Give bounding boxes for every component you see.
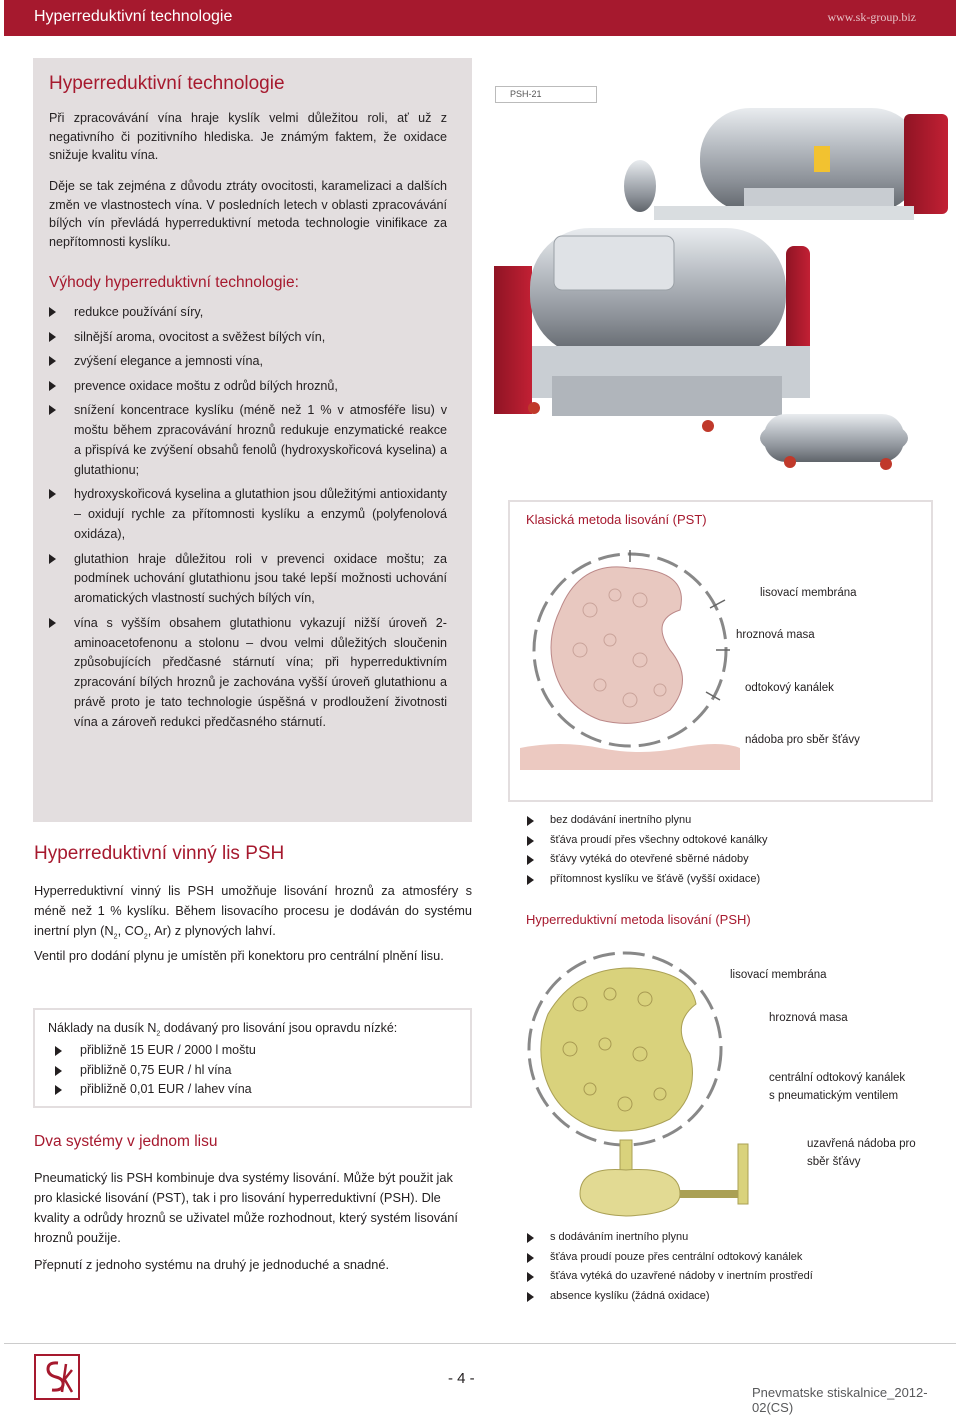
list-item: šťáva vytéká do uzavřené nádoby v inertním prostředí [527,1267,813,1287]
psh-features-list [527,1228,813,1307]
press-paragraph-2: Ventil pro dodání plynu je umístěn při konektoru pro centrální plnění lisu. [34,948,444,963]
bullet-arrow-icon [49,554,56,564]
bullet-arrow-icon [55,1046,62,1056]
pst-title: Klasická metoda lisování (PST) [526,512,707,527]
press-product-image [494,76,954,476]
costs-list [55,1041,256,1100]
list-item: redukce používání síry, [49,303,447,323]
two-systems-paragraph-1: Pneumatický lis PSH kombinuje dva systémy lisování. Může být použit jak pro klasické lisování (PST), tak i pro lisování hyperreduktivní (PSH). Dle kvality a odrůdy hroznů se uživatel může rozhodnout, který systém lisování hroznů použije. [34,1170,458,1245]
psh-label-central-channel: centrální odtokový kanálek s pneumatickým ventilem [769,1072,906,1102]
list-item: snížení koncentrace kyslíku (méně než 1 % v atmosféře lisu) v moštu během zpracovávání hroznů redukuje enzymatické reakce a přispívá ke zvýšení obsahů fenolů (hydroxyskořicová kyselina) a glutathionu; [49,401,447,480]
pst-label-drain-channel: odtokový kanálek [745,682,834,694]
pst-features-list [527,811,768,890]
psh-label-closed-vessel: uzavřená nádoba pro sběr šťávy [807,1138,916,1168]
pst-label-juice-vessel: nádoba pro sběr šťávy [745,734,860,746]
bullet-arrow-icon [527,816,534,826]
list-item: šťáva proudí pouze přes centrální odtokový kanálek [527,1248,813,1268]
intro-paragraph-2: Děje se tak zejména z důvodu ztráty ovocitosti, karamelizaci a dalších změn ve vlastnostech vína. V posledních letech v oblasti zpracovávání bílých vín převládá hyperreduktivní metoda technologie vinifikace za nepřítomnosti kyslíku. [49,179,447,249]
press-paragraph-1: Hyperreduktivní vinný lis PSH umožňuje lisování hroznů za atmosféry s méně než 1 % kyslíku. Během lisovacího procesu je dodáván do systému inertní plyn ($N_2$, $CO_2$, Ar) z plynových lahví. [34,883,472,941]
list-item: šťáva proudí přes všechny odtokové kanálky [527,831,768,851]
two-systems-title: Dva systémy v jednom lisu [34,1133,218,1150]
list-item: s dodáváním inertního plynu [527,1228,813,1248]
list-item: glutathion hraje důležitou roli v prevenci oxidace moštu; za podmínek uchování glutathionu jsou také lepší možnosti uchování aromatických vlastností suchých bílých vín, [49,550,447,609]
bullet-arrow-icon [527,1233,534,1243]
footer-divider [4,1343,956,1344]
header-title: Hyperreduktivní technologie [34,8,233,25]
sk-logo-icon [34,1354,80,1400]
bullet-arrow-icon [527,875,534,885]
bullet-arrow-icon [527,836,534,846]
pst-label-membrane: lisovací membrána [760,587,857,599]
pst-label-grape-mass: hroznová masa [736,629,815,641]
list-item: hydroxyskořicová kyselina a glutathion jsou důležitými antioxidanty – oxidují rychle za přítomnosti kyslíku a enzymů (polyfenolová oxidáza), [49,485,447,544]
two-systems-paragraph-2: Přepnutí z jednoho systému na druhý je jednoduché a snadné. [34,1257,390,1272]
list-item: přibližně 0,75 EUR / hl vína [55,1061,256,1081]
model-label: PSH-21 [495,86,597,103]
bullet-arrow-icon [527,1253,534,1263]
bullet-arrow-icon [49,307,56,317]
bullet-arrow-icon [49,618,56,628]
bullet-arrow-icon [527,1272,534,1282]
press-title: Hyperreduktivní vinný lis PSH [34,843,285,864]
page-number: - 4 - [448,1370,475,1387]
list-item: silnější aroma, ovocitost a svěžest bílých vín, [49,328,447,348]
costs-title: Náklady na dusík $N_2$ dodávaný pro lisování jsou opravdu nízké: [48,1021,398,1038]
list-item: absence kyslíku (žádná oxidace) [527,1287,813,1307]
list-item: přibližně 15 EUR / 2000 l moštu [55,1041,256,1061]
header-url[interactable]: www.sk-group.biz [827,10,916,24]
list-item: vína s vyšším obsahem glutathionu vykazují nižší úroveň 2-aminoacetofenonu a stolonu – dvou velmi důležitých sloučenin způsobujících předčasné stárnutí vína; při hyperreduktivním zpracování bílých hroznů je zachována vyšší úroveň glutathionu a právě proto je tato technologie úspěšná v prodloužení životnosti vína a zároveň redukci předčasného stárnutí. [49,614,447,733]
list-item: šťávy vytéká do otevřené sběrné nádoby [527,850,768,870]
bullet-arrow-icon [527,1292,534,1302]
psh-diagram [520,944,770,1224]
bullet-arrow-icon [49,381,56,391]
psh-label-grape-mass: hroznová masa [769,1012,848,1024]
list-item: přítomnost kyslíku ve šťávě (vyšší oxidace) [527,870,768,890]
psh-label-membrane: lisovací membrána [730,969,827,981]
bullet-arrow-icon [55,1066,62,1076]
list-item: prevence oxidace moštu z odrůd bílých hroznů, [49,377,447,397]
bullet-arrow-icon [49,356,56,366]
bullet-arrow-icon [49,405,56,415]
advantages-title: Výhody hyperreduktivní technologie: [49,274,299,291]
document-id: Pnevmatske stiskalnice_2012-02(CS) [752,1385,928,1415]
list-item: bez dodávání inertního plynu [527,811,768,831]
pst-diagram [520,540,740,780]
list-item: zvýšení elegance a jemnosti vína, [49,352,447,372]
intro-paragraph-1: Při zpracovávání vína hraje kyslík velmi důležitou roli, ať už z negativního či pozitivního hlediska. Je známým faktem, že oxidace snižuje kvalitu vína. [49,111,447,162]
bullet-arrow-icon [527,855,534,865]
intro-title: Hyperreduktivní technologie [49,73,285,94]
list-item: přibližně 0,01 EUR / lahev vína [55,1080,256,1100]
bullet-arrow-icon [49,489,56,499]
advantages-list [49,303,447,737]
bullet-arrow-icon [49,332,56,342]
psh-title: Hyperreduktivní metoda lisování (PSH) [526,912,751,927]
bullet-arrow-icon [55,1085,62,1095]
